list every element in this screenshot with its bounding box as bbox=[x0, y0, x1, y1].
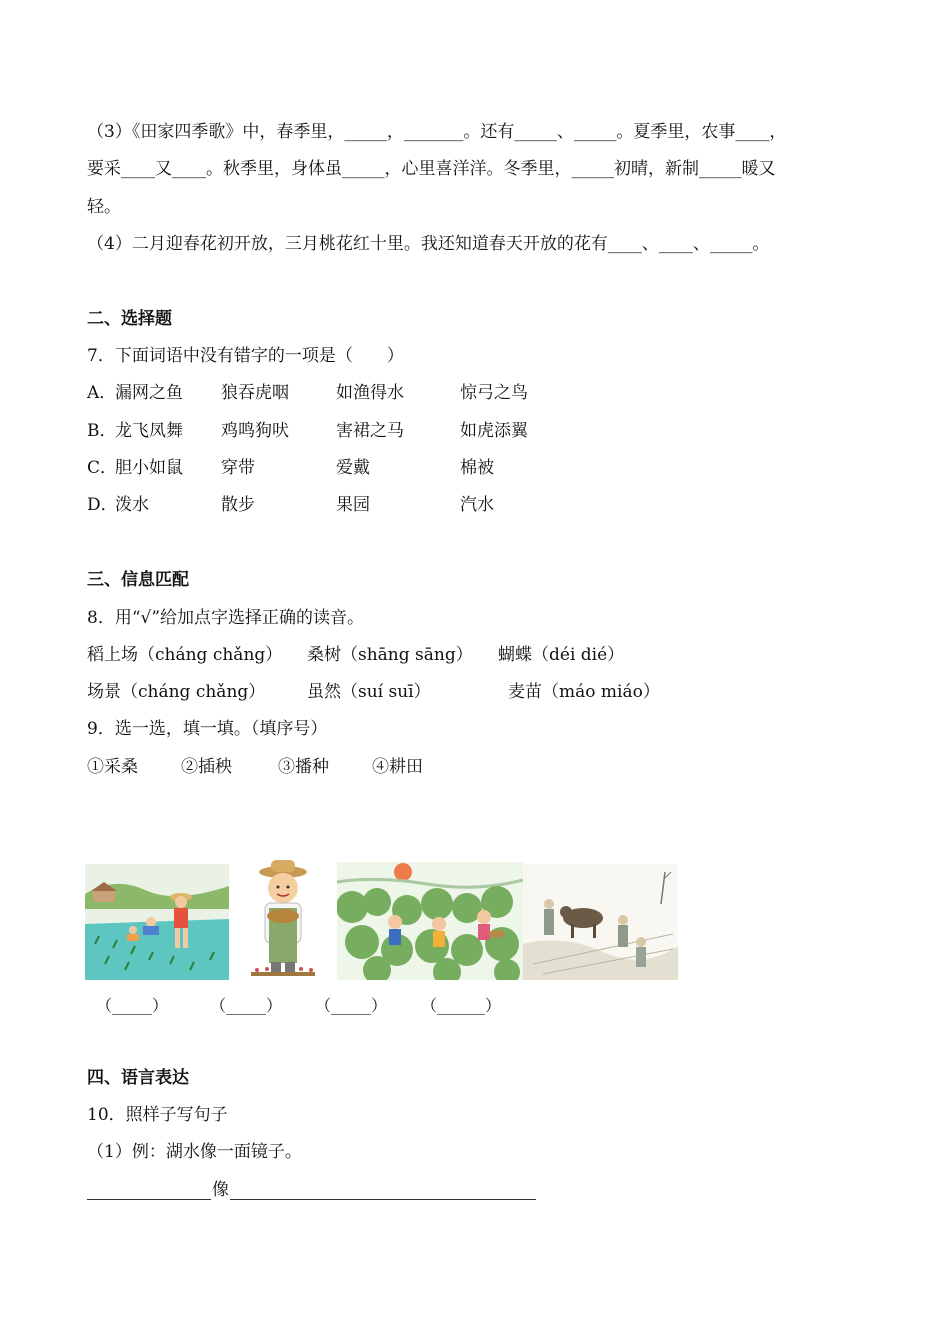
option-letter: D． bbox=[87, 495, 118, 515]
q8-pinyin-item[interactable]: 稻上场（cháng chǎng） bbox=[87, 645, 283, 665]
mulberry-picking-picture bbox=[337, 862, 523, 980]
option-word: 害裙之马 bbox=[336, 421, 404, 441]
q9-stem: 9．选一选，填一填。（填序号） bbox=[87, 719, 328, 739]
answer-blank-2[interactable]: （_____） bbox=[210, 996, 283, 1015]
section-2-title: 二、选择题 bbox=[87, 309, 172, 329]
rice-transplanting-picture bbox=[85, 864, 229, 980]
option-word: 散步 bbox=[221, 495, 255, 515]
option-word: 穿带 bbox=[221, 458, 255, 478]
q9-choice: ②插秧 bbox=[181, 757, 232, 777]
option-word: 龙飞凤舞 bbox=[115, 421, 183, 441]
q8-pinyin-item[interactable]: 虽然（suí suī） bbox=[307, 682, 431, 702]
plowing-field-picture bbox=[523, 864, 678, 980]
answer-blank-1[interactable]: （_____） bbox=[96, 996, 169, 1015]
option-word: 鸡鸣狗吠 bbox=[221, 421, 289, 441]
option-letter: A． bbox=[87, 383, 117, 403]
option-word: 如渔得水 bbox=[336, 383, 404, 403]
q9-choice: ④耕田 bbox=[372, 757, 423, 777]
option-letter: C． bbox=[87, 458, 118, 478]
option-word: 棉被 bbox=[460, 458, 494, 478]
q6-4-line1: （4）二月迎春花初开放，三月桃花红十里。我还知道春天开放的花有____、____、_____。 bbox=[87, 234, 770, 254]
q7-stem: 7．下面词语中没有错字的一项是（ ） bbox=[87, 346, 404, 366]
option-word: 爱戴 bbox=[336, 458, 370, 478]
option-letter: B． bbox=[87, 421, 117, 441]
q8-pinyin-item[interactable]: 桑树（shāng sāng） bbox=[307, 645, 473, 665]
option-word: 汽水 bbox=[460, 495, 494, 515]
q6-3-line3: 轻。 bbox=[87, 197, 121, 217]
q6-3-line1: （3）《田家四季歌》中，春季里，_____，_______。还有_____、_____。夏季里，农事____， bbox=[87, 122, 787, 142]
q10-example: （1）例：湖水像一面镜子。 bbox=[87, 1142, 302, 1162]
q8-pinyin-item[interactable]: 麦苗（máo miáo） bbox=[508, 682, 660, 702]
q6-3-line2: 要采____又____。秋季里，身体虽_____，心里喜洋洋。冬季里，_____初晴，新制_____暖又 bbox=[87, 159, 776, 179]
q8-stem: 8．用“√”给加点字选择正确的读音。 bbox=[87, 608, 365, 628]
answer-line-left[interactable] bbox=[87, 1199, 211, 1200]
section-3-title: 三、信息匹配 bbox=[87, 570, 189, 590]
option-word: 如虎添翼 bbox=[460, 421, 528, 441]
option-word: 果园 bbox=[336, 495, 370, 515]
option-word: 泼水 bbox=[115, 495, 149, 515]
q9-choice: ①采桑 bbox=[87, 757, 138, 777]
option-word: 胆小如鼠 bbox=[115, 458, 183, 478]
farmer-sowing-picture bbox=[231, 858, 335, 980]
answer-blank-3[interactable]: （_____） bbox=[315, 996, 388, 1015]
q8-pinyin-item[interactable]: 场景（cháng chǎng） bbox=[87, 682, 266, 702]
q10-stem: 10．照样子写句子 bbox=[87, 1105, 228, 1125]
option-word: 狼吞虎咽 bbox=[221, 383, 289, 403]
answer-line-right[interactable] bbox=[230, 1199, 536, 1200]
q9-choice: ③播种 bbox=[278, 757, 329, 777]
section-4-title: 四、语言表达 bbox=[87, 1068, 189, 1088]
option-word: 惊弓之鸟 bbox=[460, 383, 528, 403]
option-word: 漏网之鱼 bbox=[115, 383, 183, 403]
q8-pinyin-item[interactable]: 蝴蝶（déi dié） bbox=[498, 645, 625, 665]
answer-blank-4[interactable]: （______） bbox=[421, 996, 502, 1015]
q10-fill-word: 像 bbox=[212, 1180, 229, 1200]
